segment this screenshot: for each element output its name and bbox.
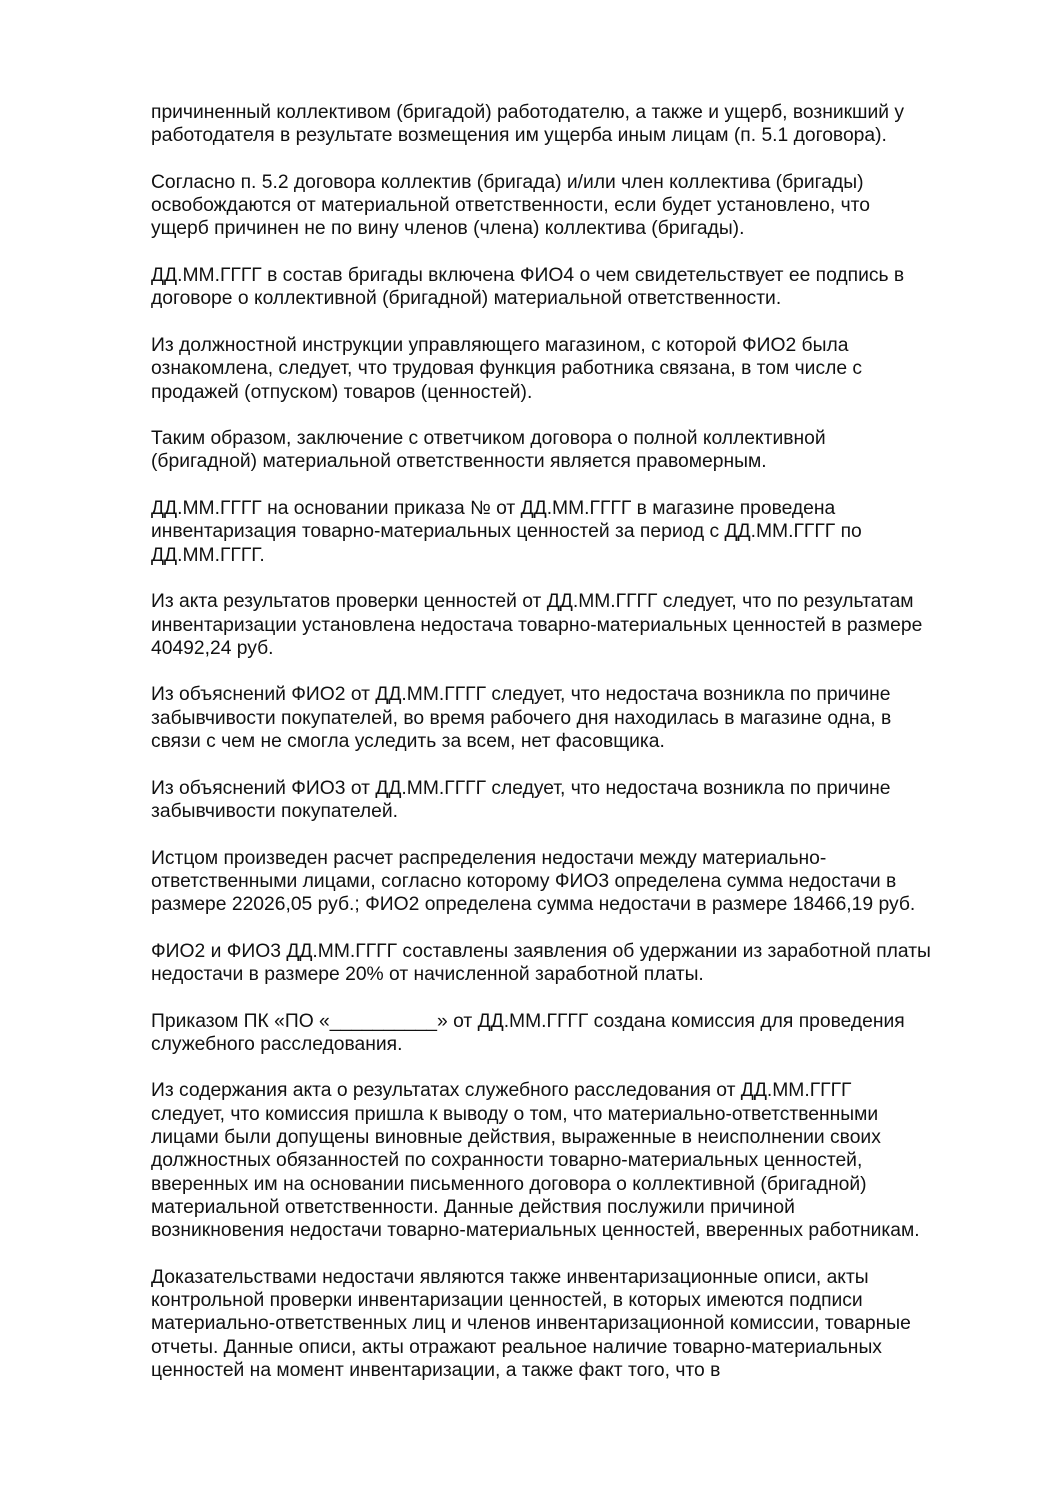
paragraph-9: Из объяснений ФИО3 от ДД.ММ.ГГГГ следует, что недостача возникла по причине забывчивости покупателей. [151,777,891,822]
paragraph-5: Таким образом, заключение с ответчиком договора о полной коллективной (бригадной) материальной ответственности является правомерным. [151,428,826,473]
paragraph-14: Доказательствами недостачи являются также инвентаризационные описи, акты контрольной проверки инвентаризации ценностей, в которых имеются подписи материально-ответственных лиц и членов инвентаризационной комиссии, товарные отчеты. Данные описи, акты отражают реальное наличие товарно-материальных ценностей на момент инвентаризации, а также факт того, что в [151,1266,911,1382]
paragraph-10: Истцом произведен расчет распределения недостачи между материально- ответственными лицами, согласно которому ФИО3 определена сумма недостачи в размере 22026,05 руб.; ФИО2 определена сумма недостачи в размере 18466,19 руб. [151,847,916,916]
paragraph-1: причиненный коллективом (бригадой) работодателю, а также и ущерб, возникший у работодателя в результате возмещения им ущерба иным лицам (п. 5.1 договора). [151,102,905,147]
paragraph-6: ДД.ММ.ГГГГ на основании приказа № от ДД.ММ.ГГГГ в магазине проведена инвентаризация товарно-материальных ценностей за период с ДД.ММ.ГГГГ по ДД.ММ.ГГГГ. [151,498,862,566]
paragraph-3: ДД.ММ.ГГГГ в состав бригады включена ФИО4 о чем свидетельствует ее подпись в договоре о коллективной (бригадной) материальной ответственности. [151,265,905,310]
paragraph-12: Приказом ПК «ПО «__________» от ДД.ММ.ГГГГ создана комиссия для проведения служебного расследования. [151,1010,905,1055]
document-body [151,101,1001,1382]
paragraph-4: Из должностной инструкции управляющего магазином, с которой ФИО2 была ознакомлена, следует, что трудовая функция работника связана, в том числе с продажей (отпуском) товаров (ценностей). [151,334,863,403]
paragraph-11: ФИО2 и ФИО3 ДД.ММ.ГГГГ составлены заявления об удержании из заработной платы недостачи в размере 20% от начисленной заработной платы. [151,940,931,985]
paragraph-8: Из объяснений ФИО2 от ДД.ММ.ГГГГ следует, что недостача возникла по причине забывчивости покупателей, во время рабочего дня находилась в магазине одна, в связи с чем не смогла уследить за всем, нет фасовщика. [151,684,892,753]
paragraph-7: Из акта результатов проверки ценностей от ДД.ММ.ГГГГ следует, что по результатам инвентаризации установлена недостача товарно-материальных ценностей в размере 40492,24 руб. [151,591,923,659]
paragraph-2: Согласно п. 5.2 договора коллектив (бригада) и/или член коллектива (бригады) освобождаются от материальной ответственности, если будет установлено, что ущерб причинен не по вину членов (члена) коллектива (бригады). [151,171,870,240]
paragraph-13: Из содержания акта о результатах служебного расследования от ДД.ММ.ГГГГ следует, что комиссия пришла к выводу о том, что материально-ответственными лицами были допущены виновные действия, выраженные в неисполнении своих должностных обязанностей по сохранности товарно-материальных ценностей, вверенных им на основании письменного договора о коллективной (бригадной) материальной ответственности. Данные действия послужили причиной возникновения недостачи товарно-материальных ценностей, вверенных работникам. [151,1080,920,1242]
